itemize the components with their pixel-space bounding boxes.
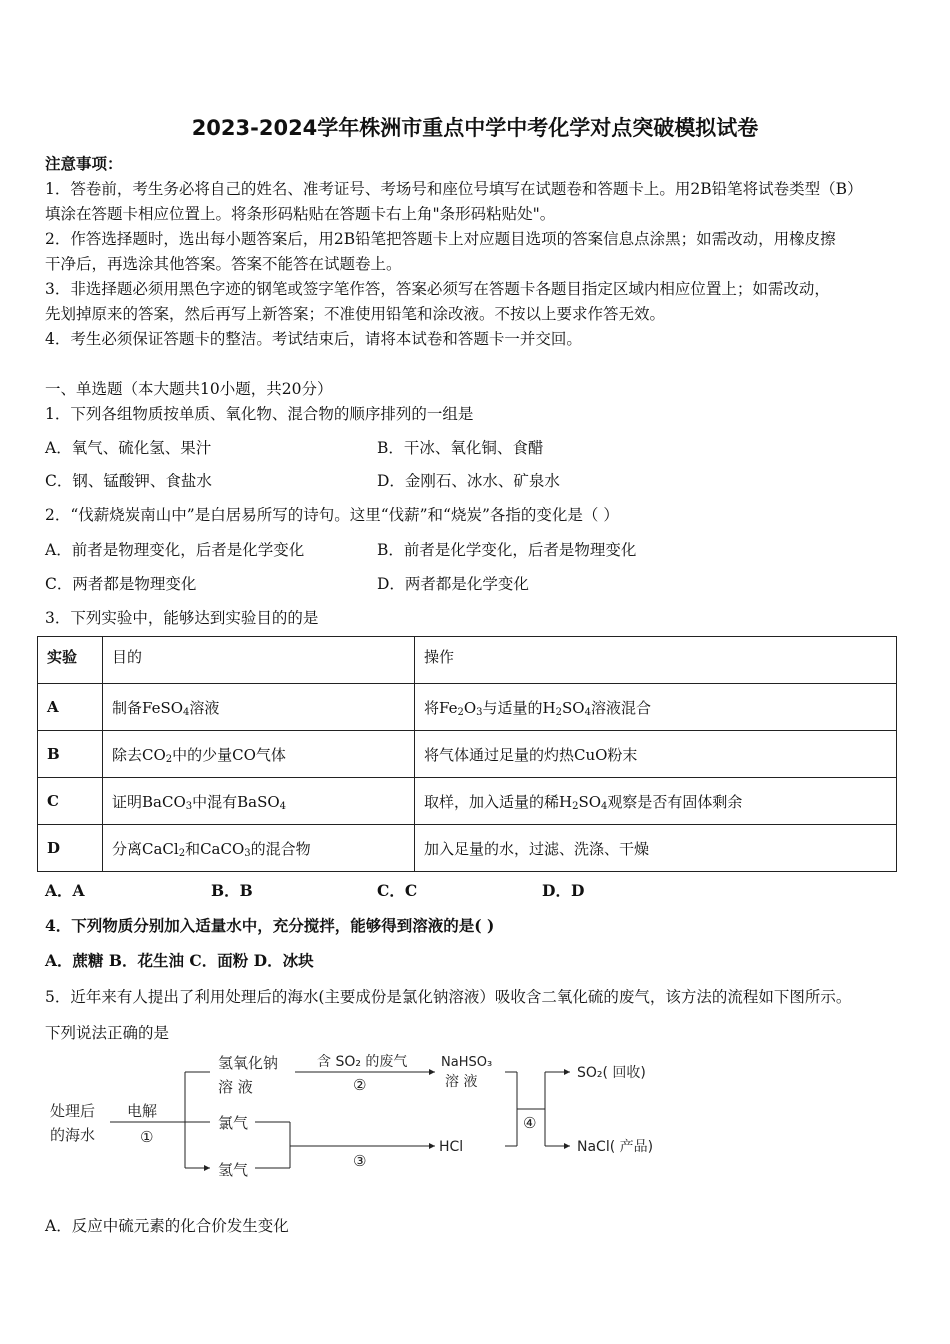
row-operation: 将气体通过足量的灼热CuO粉末 xyxy=(415,731,897,778)
section-heading: 一、单选题（本大题共10小题，共20分） xyxy=(45,380,333,398)
arrow-head xyxy=(429,1143,435,1149)
source-label: 的海水 xyxy=(50,1126,96,1144)
table-header-row xyxy=(38,637,897,684)
q2-option-c: C．两者都是物理变化 xyxy=(45,575,197,593)
product-label: 溶 液 xyxy=(218,1078,253,1096)
question-5-stem-cont: 下列说法正确的是 xyxy=(45,1024,170,1042)
step-number: ② xyxy=(353,1076,367,1094)
step-label: 电解 xyxy=(127,1102,158,1120)
notice-line: 1．答卷前，考生务必将自己的姓名、准考证号、考场号和座位号填写在试题卷和答题卡上。用2B铅笔将试卷类型（B） xyxy=(45,180,863,198)
row-purpose: 证明BaCO$_3$中混有BaSO$_4$ xyxy=(103,778,415,825)
notice-heading: 注意事项： xyxy=(45,154,123,173)
q3-option-c: C．C xyxy=(377,881,418,900)
question-4-stem: 4．下列物质分别加入适量水中，充分搅拌，能够得到溶液的是( ) xyxy=(45,916,495,935)
row-id: C xyxy=(38,778,103,825)
header-cell: 操作 xyxy=(415,637,897,684)
row-operation: 取样，加入适量的稀$H_2SO_4$观察是否有固体剩余 xyxy=(415,778,897,825)
header-cell: 实验 xyxy=(38,637,103,684)
product-label: NaHSO₃ xyxy=(441,1055,493,1070)
row-purpose: 制备FeSO$_4$溶液 xyxy=(103,684,415,731)
question-2-stem: 2．“伐薪烧炭南山中”是白居易所写的诗句。这里“伐薪”和“烧炭”各指的变化是（ ） xyxy=(45,506,619,524)
row-operation: 将$Fe_2O_3$与适量的$H_2SO_4$溶液混合 xyxy=(415,684,897,731)
q1-option-a: A．氧气、硫化氢、果汁 xyxy=(45,439,212,457)
question-1-stem: 1．下列各组物质按单质、氧化物、混合物的顺序排列的一组是 xyxy=(45,405,474,423)
notice-line: 3．非选择题必须用黑色字迹的钢笔或签字笔作答，答案必须写在答题卡各题目指定区域内相应位置上；如需改动， xyxy=(45,280,830,298)
q5-option-a: A．反应中硫元素的化合价发生变化 xyxy=(45,1217,289,1235)
q1-option-d: D．金刚石、冰水、矿泉水 xyxy=(377,472,560,490)
product-label: 氢气 xyxy=(218,1161,249,1179)
arrow-head xyxy=(204,1165,210,1171)
row-purpose: 分离CaCl$_2$和CaCO$_3$的混合物 xyxy=(103,825,415,872)
process-flow-diagram xyxy=(45,1040,705,1190)
table-row xyxy=(38,731,897,778)
table-row xyxy=(38,684,897,731)
notice-line: 2．作答选择题时，选出每小题答案后，用2B铅笔把答题卡上对应题目选项的答案信息点涂黑；如需改动，用橡皮擦 xyxy=(45,230,836,248)
q1-option-c: C．钢、锰酸钾、食盐水 xyxy=(45,472,212,490)
header-cell: 目的 xyxy=(103,637,415,684)
q4-options: A．蔗糖 B．花生油 C．面粉 D．冰块 xyxy=(45,951,314,970)
page-title: 2023-2024学年株洲市重点中学中考化学对点突破模拟试卷 xyxy=(191,116,759,140)
row-id: D xyxy=(38,825,103,872)
product-label: 溶 液 xyxy=(445,1074,478,1090)
notice-line: 4．考生必须保证答题卡的整洁。考试结束后，请将本试卷和答题卡一并交回。 xyxy=(45,330,582,348)
q2-option-b: B．前者是化学变化，后者是物理变化 xyxy=(377,541,637,559)
experiment-table xyxy=(37,636,897,872)
row-id: B xyxy=(38,731,103,778)
row-operation: 加入足量的水，过滤、洗涤、干燥 xyxy=(415,825,897,872)
step-number: ④ xyxy=(523,1114,537,1132)
step-number: ③ xyxy=(353,1152,367,1170)
q2-option-a: A．前者是物理变化，后者是化学变化 xyxy=(45,541,305,559)
q2-option-d: D．两者都是化学变化 xyxy=(377,575,529,593)
source-label: 处理后 xyxy=(50,1102,96,1120)
question-5-stem: 5．近年来有人提出了利用处理后的海水(主要成份是氯化钠溶液）吸收含二氧化硫的废气，该方法的流程如下图所示。 xyxy=(45,988,852,1006)
q1-option-b: B．干冰、氧化铜、食醋 xyxy=(377,439,544,457)
output-label: NaCl( 产品) xyxy=(577,1139,654,1155)
output-label: SO₂( 回收) xyxy=(577,1065,646,1081)
arrow-head xyxy=(564,1069,570,1075)
q3-option-d: D．D xyxy=(542,881,585,900)
table-row xyxy=(38,778,897,825)
q3-option-a: A．A xyxy=(45,881,85,900)
question-3-stem: 3．下列实验中，能够达到实验目的的是 xyxy=(45,609,319,627)
arrow-head xyxy=(564,1143,570,1149)
notice-line: 先划掉原来的答案，然后再写上新答案；不准使用铅笔和涂改液。不按以上要求作答无效。 xyxy=(45,305,666,323)
product-label: 氢氧化钠 xyxy=(218,1054,279,1072)
row-purpose: 除去$CO_2$中的少量CO气体 xyxy=(103,731,415,778)
arrow-head xyxy=(429,1069,435,1075)
row-id: A xyxy=(38,684,103,731)
product-label: 氯气 xyxy=(218,1114,249,1132)
table-row xyxy=(38,825,897,872)
step-number: ① xyxy=(140,1128,154,1146)
step-label: 含 SO₂ 的废气 xyxy=(317,1054,408,1070)
notice-line: 干净后，再选涂其他答案。答案不能答在试题卷上。 xyxy=(45,255,402,273)
product-label: HCl xyxy=(439,1139,464,1155)
notice-line: 填涂在答题卡相应位置上。将条形码粘贴在答题卡右上角"条形码粘贴处"。 xyxy=(45,205,556,223)
q3-option-b: B．B xyxy=(211,881,253,900)
